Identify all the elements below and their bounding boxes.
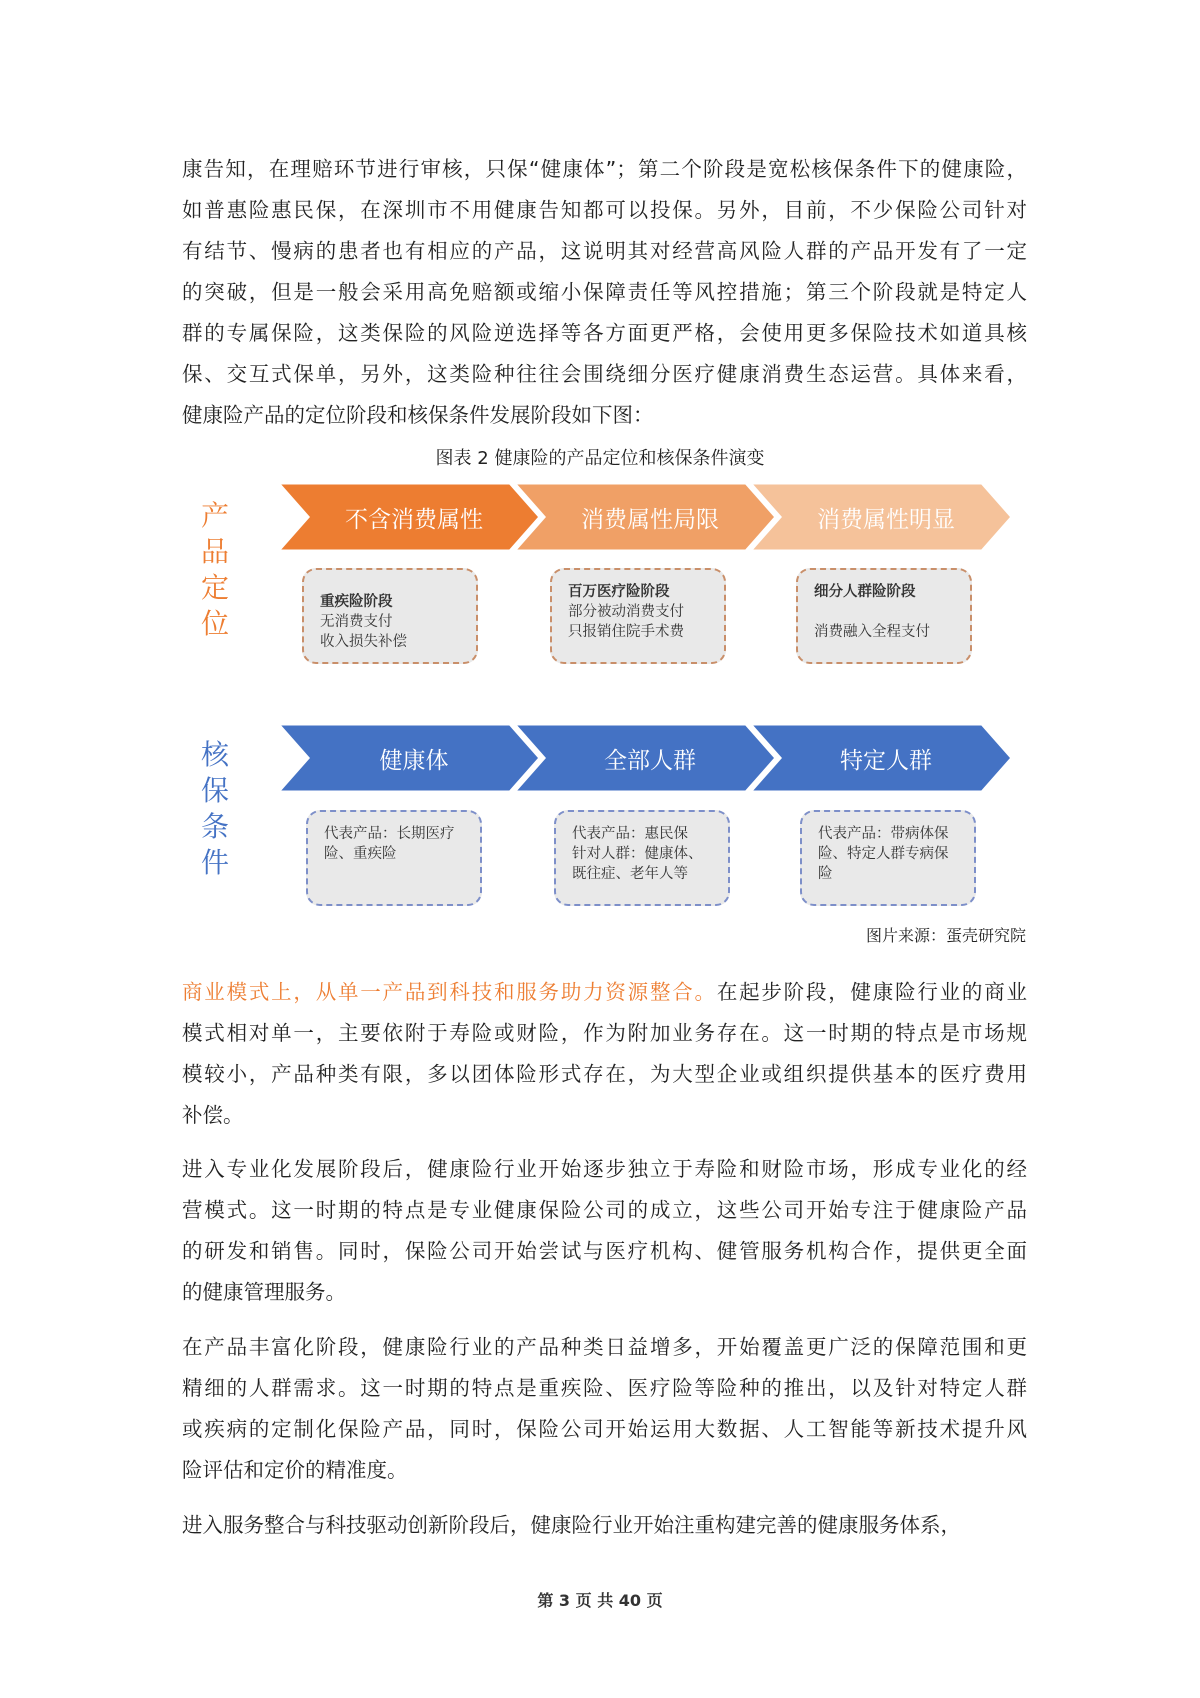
figure-source: 图片来源：蛋壳研究院 [865, 926, 1026, 945]
condition-box [306, 810, 482, 906]
condition-box [800, 810, 976, 906]
chevron-stage [750, 483, 1012, 551]
stage-title: 重疾险阶段 [320, 594, 393, 610]
row-label-char: 保 [200, 774, 229, 807]
stage-title: 细分人群险阶段 [814, 584, 916, 600]
stage-box [550, 568, 726, 664]
row-label-char: 品 [200, 535, 229, 568]
stage-title: 百万医疗险阶段 [568, 584, 670, 600]
text-line: 在产品丰富化阶段，健康险行业的产品种类日益增多，开始覆盖更广泛的保障范围和更 [182, 1335, 1027, 1359]
condition-text: 代表产品：带病体保 [818, 826, 949, 842]
chevron-label: 特定人群 [840, 747, 932, 774]
paragraph-5 [182, 1505, 1027, 1546]
stage-desc: 收入损失补偿 [320, 634, 407, 650]
condition-text: 险、重疾险 [324, 846, 397, 862]
condition-text: 险、特定人群专病保 [818, 846, 949, 862]
highlight-lead: 商业模式上，从单一产品到科技和服务助力资源整合。 [182, 980, 717, 1004]
stage-desc [814, 602, 954, 622]
row-label-char: 产 [200, 499, 229, 532]
chevron-stage [278, 724, 540, 792]
stage-desc: 部分被动消费支付 [568, 604, 684, 620]
row-label-underwriting-conditions [200, 737, 230, 881]
text-line: 的突破，但是一般会采用高免赔额或缩小保障责任等风控措施；第三个阶段就是特定人 [182, 280, 1027, 304]
stage-box [302, 568, 478, 664]
text-line: 模式相对单一，主要依附于寿险或财险，作为附加业务存在。这一时期的特点是市场规 [182, 1021, 1027, 1045]
paragraph-3 [182, 1149, 1027, 1313]
condition-text: 代表产品：长期医疗 [324, 826, 455, 842]
text-line: 或疾病的定制化保险产品，同时，保险公司开始运用大数据、人工智能等新技术提升风 [182, 1417, 1027, 1441]
text-line: 健康险产品的定位阶段和核保条件发展阶段如下图： [182, 403, 654, 427]
row-label-char: 位 [200, 607, 229, 640]
text-line: 的健康管理服务。 [182, 1280, 346, 1304]
row-label-char: 件 [200, 846, 229, 879]
row-label-char: 核 [200, 738, 229, 771]
text-line: 进入专业化发展阶段后，健康险行业开始逐步独立于寿险和财险市场，形成专业化的经 [182, 1157, 1027, 1181]
stage-desc: 无消费支付 [320, 614, 393, 630]
text-line: 险评估和定价的精准度。 [182, 1458, 408, 1482]
chevron-stage [514, 483, 776, 551]
row-label-char: 条 [200, 810, 229, 843]
chevron-label: 全部人群 [604, 747, 696, 774]
condition-text: 既往症、老年人等 [572, 866, 688, 882]
text-line: 如普惠险惠民保，在深圳市不用健康告知都可以投保。另外，目前，不少保险公司针对 [182, 198, 1027, 222]
paragraph-2 [182, 972, 1027, 1136]
chevron-label: 不含消费属性 [345, 506, 483, 533]
row-label-product-positioning [200, 498, 230, 642]
chevron-stage [514, 724, 776, 792]
condition-box [554, 810, 730, 906]
text-line: 保、交互式保单，另外，这类险种往往会围绕细分医疗健康消费生态运营。具体来看， [182, 362, 1027, 386]
chevron-stage [278, 483, 540, 551]
text-line: 精细的人群需求。这一时期的特点是重疾险、医疗险等险种的推出，以及针对特定人群 [182, 1376, 1027, 1400]
text-line: 模较小，产品种类有限，多以团体险形式存在，为大型企业或组织提供基本的医疗费用 [182, 1062, 1027, 1086]
chevron-stage [750, 724, 1012, 792]
text-line: 的研发和销售。同时，保险公司开始尝试与医疗机构、健管服务机构合作，提供更全面 [182, 1239, 1027, 1263]
figure-caption: 图表 2 健康险的产品定位和核保条件演变 [435, 448, 765, 469]
text-line: 补偿。 [182, 1103, 244, 1127]
row-label-char: 定 [200, 571, 229, 604]
chevron-label: 健康体 [379, 747, 449, 774]
text-line: 有结节、慢病的患者也有相应的产品，这说明其对经营高风险人群的产品开发有了一定 [182, 239, 1027, 263]
paragraph-4 [182, 1327, 1027, 1491]
text-line: 康告知，在理赔环节进行审核，只保“健康体”；第二个阶段是宽松核保条件下的健康险， [182, 157, 1027, 181]
chevron-label: 消费属性明显 [817, 506, 955, 533]
stage-box [796, 568, 972, 664]
condition-text: 险 [818, 866, 833, 882]
stage-desc: 只报销住院手术费 [568, 624, 684, 640]
text-line: 营模式。这一时期的特点是专业健康保险公司的成立，这些公司开始专注于健康险产品 [182, 1198, 1027, 1222]
condition-text: 针对人群：健康体、 [572, 846, 703, 862]
chevron-label: 消费属性局限 [581, 506, 719, 533]
paragraph-1 [182, 149, 1027, 436]
lead-rest: 在起步阶段，健康险行业的商业 [716, 980, 1028, 1004]
stage-desc: 消费融入全程支付 [814, 624, 930, 640]
text-line: 进入服务整合与科技驱动创新阶段后，健康险行业开始注重构建完善的健康服务体系， [182, 1513, 961, 1537]
page-number: 第 3 页 共 40 页 [537, 1591, 663, 1610]
text-line: 群的专属保险，这类保险的风险逆选择等各方面更严格，会使用更多保险技术如道具核 [182, 321, 1027, 345]
condition-text: 代表产品：惠民保 [572, 826, 688, 842]
